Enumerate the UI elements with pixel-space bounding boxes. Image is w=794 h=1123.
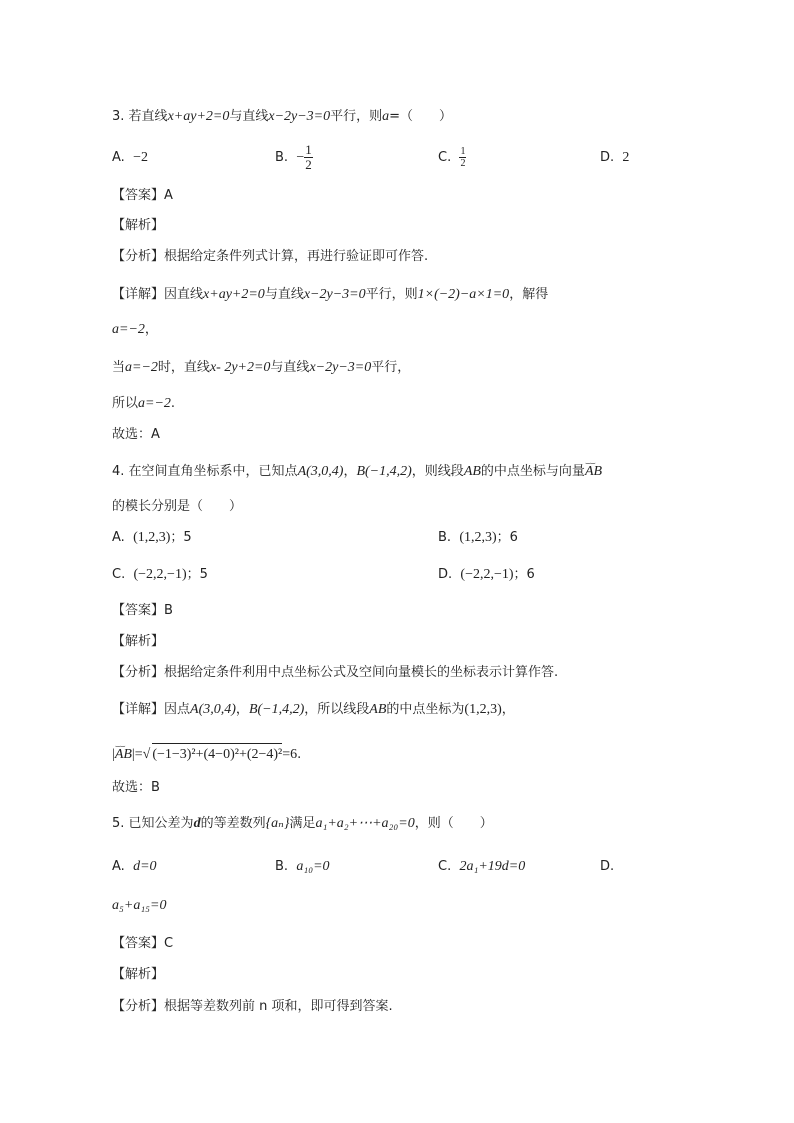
q3-xiangjie: 【详解】因直线x+ay+2=0与直线x−2y−3=0平行，则1×(−2)−a×1=0，解得 — [112, 287, 549, 302]
q4-option-c: C. (−2,2,−1)；5 — [112, 567, 208, 582]
q4-option-d: D. (−2,2,−1)；6 — [438, 567, 535, 582]
q4-modulus-radicand: (−1−3)²+(4−0)²+(2−4)² — [152, 743, 282, 765]
q5-fenxi: 【分析】根据等差数列前 n 项和，即可得到答案. — [112, 999, 393, 1014]
q5-option-d: a₅+a₁₅=0 — [112, 898, 167, 913]
q3-option-b-fraction: $\frac{1}{2}$ — [305, 142, 312, 172]
q3-analysis-heading: 【解析】 — [112, 218, 165, 233]
q3-option-c-fraction: $\frac{1}{2}$ — [460, 146, 466, 169]
q5-option-b: B. a₁₀=0 — [275, 859, 330, 874]
q3-answer: 【答案】A — [112, 188, 173, 203]
q4-stem: 4. 在空间直角坐标系中，已知点A(3,0,4)，B(−1,4,2)，则线段AB的中点坐标与向量⌣⌣ AB — [112, 462, 602, 482]
q5-answer: 【答案】C — [112, 936, 174, 951]
q5-analysis-heading: 【解析】 — [112, 967, 165, 982]
q3-option-a: A. −2 — [112, 150, 148, 165]
q3-fenxi: 【分析】根据给定条件列式计算，再进行验证即可作答. — [112, 249, 429, 264]
q4-modulus-vector-ab: ⌣⌣ AB — [115, 745, 132, 765]
q3-choose: 故选：A — [112, 427, 160, 442]
q3-xiangjie-line2: a=−2， — [112, 322, 158, 337]
q3-option-c: C. $\frac{1}{2}$ — [438, 146, 466, 169]
q5-option-d-label: D. — [600, 859, 615, 874]
q4-vector-ab: ⌣⌣ AB — [585, 462, 602, 482]
q3-option-b: B. − $\frac{1}{2}$ — [275, 142, 312, 172]
q3-number: 3. — [112, 109, 125, 124]
q4-analysis-heading: 【解析】 — [112, 634, 165, 649]
q4-xiangjie: 【详解】因点A(3,0,4)，B(−1,4,2)，所以线段AB的中点坐标为(1,2,3)， — [112, 702, 515, 717]
sqrt-sign-icon: √ — [142, 747, 151, 762]
q4-fenxi: 【分析】根据给定条件利用中点坐标公式及空间向量模长的坐标表示计算作答. — [112, 665, 559, 680]
q4-option-a: A. (1,2,3)；5 — [112, 530, 192, 545]
q3-stem: 3. 若直线x+ay+2=0与直线x−2y−3=0平行，则a=（ ） — [112, 109, 453, 124]
q5-option-c: C. 2a₁+19d=0 — [438, 859, 526, 874]
q5-stem: 5. 已知公差为d的等差数列{aₙ}满足a₁+a₂+⋯+a₂₀=0，则（ ） — [112, 816, 493, 831]
q5-option-a: A. d=0 — [112, 859, 157, 874]
q4-choose: 故选：B — [112, 780, 160, 795]
q4-option-b: B. (1,2,3)；6 — [438, 530, 518, 545]
q4-modulus-line: |⌣⌣ AB|=√ (−1−3)²+(4−0)²+(2−4)²=6. — [112, 743, 301, 765]
q4-answer: 【答案】B — [112, 603, 173, 618]
q3-xiangjie-line4: 所以a=−2. — [112, 396, 176, 411]
q5-number: 5. — [112, 816, 125, 831]
q3-xiangjie-line3: 当a=−2时，直线x- 2y+2=0与直线x−2y−3=0平行， — [112, 360, 411, 375]
q4-number: 4. — [112, 464, 125, 479]
q3-eq1: x+ay+2=0 — [167, 109, 230, 124]
q4-stem-line2: 的模长分别是（ ） — [112, 499, 243, 514]
q3-eq2: x−2y−3=0 — [268, 109, 331, 124]
q3-option-d: D. 2 — [600, 150, 630, 165]
